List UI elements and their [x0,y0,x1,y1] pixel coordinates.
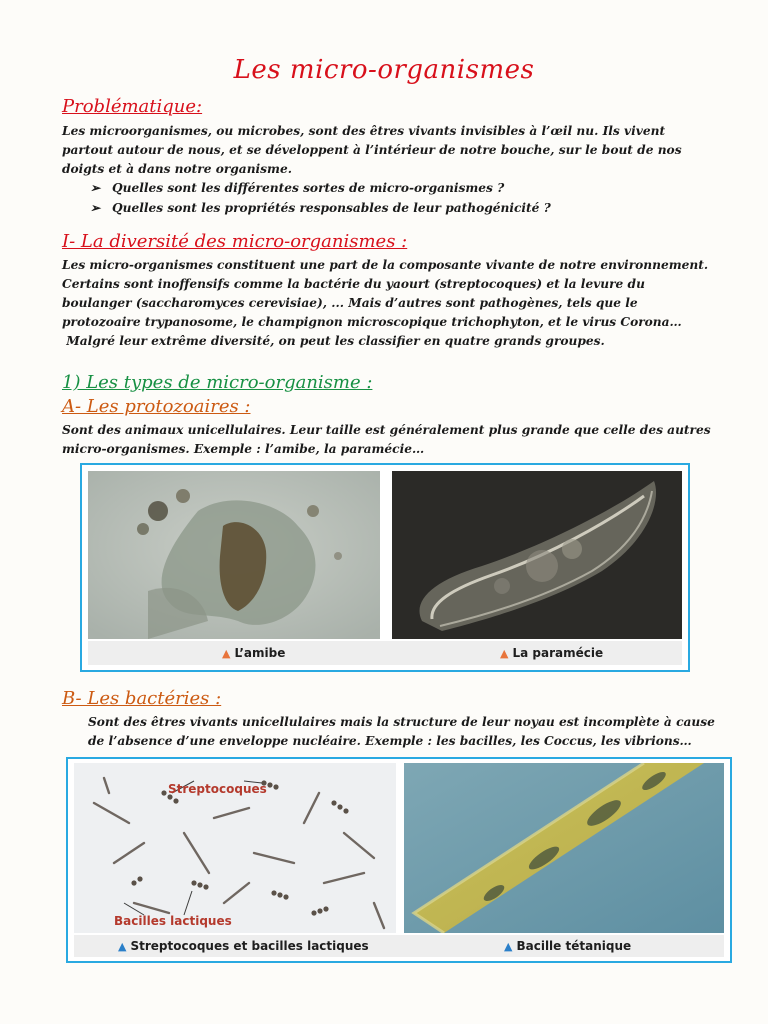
text-line: Les microorganismes, ou microbes, sont des êtres vivants invisibles à l’œil nu. Ils vivent [62,124,666,138]
protozoaires-heading: A- Les protozoaires : [62,396,251,417]
text-line: de l’absence d’une enveloppe nucléaire. Exemple : les bacilles, les Coccus, les vibrions… [88,734,692,748]
bacilles-lactiques-label: Bacilles lactiques [114,914,232,928]
question-item [90,199,551,218]
question-item [90,179,504,198]
page-title: Les micro-organismes [233,55,535,85]
streptococci-caption [118,939,369,953]
text-line: doigts et à dans notre organisme. [62,162,292,176]
text-line: Malgré leur extrême diversité, on peut les classifier en quatre grands groupes. [62,334,605,348]
bacille-tetanique-image [404,763,724,933]
amoeba-caption [222,646,285,660]
text-line: Les micro-organismes constituent une part de la composante vivante de notre environnement. [62,258,709,272]
caption-text: La paramécie [512,646,604,660]
text-line: Sont des êtres vivants unicellulaires mais la structure de leur noyau est incomplète à cause [88,715,715,729]
bacteries-text [88,713,728,751]
section1-text [62,256,712,351]
bacteria-figure [66,757,732,963]
triangle-icon: ▲ [222,647,231,660]
caption-text: Bacille tétanique [516,939,632,953]
triangle-icon: ▲ [500,647,509,660]
bullet-arrow-icon: ➢ [90,181,101,195]
text-line: protozoaire trypanosome, le champignon microscopique trichophyton, et le virus Corona… [62,315,682,329]
amoeba-image [88,471,380,639]
paramecium-caption [500,646,603,660]
section-heading: I- La diversité des micro-organismes : [62,231,408,252]
text-line: boulanger (saccharomyces cerevisiae), ... Mais d’autres sont pathogènes, tels que le [62,296,638,310]
problematique-text [62,122,712,179]
streptocoques-label: Streptocoques [168,782,267,796]
protozoaires-text [62,421,712,459]
bullet-arrow-icon: ➢ [90,201,101,215]
text-line: Sont des animaux unicellulaires. Leur taille est généralement plus grande que celle des autres [62,423,711,437]
tetanique-caption [504,939,631,953]
problematique-heading: Problématique: [62,96,203,117]
text-line: partout autour de nous, et se développent à l’intérieur de notre bouche, sur le bout de nos [62,143,682,157]
text-line: micro-organismes. Exemple : l’amibe, la paramécie… [62,442,425,456]
protozoa-figure [80,463,690,672]
triangle-icon: ▲ [118,940,127,953]
question-text: Quelles sont les propriétés responsables de leur pathogénicité ? [112,201,551,215]
triangle-icon: ▲ [504,940,513,953]
bacteries-heading: B- Les bactéries : [62,688,222,709]
paramecium-image [392,471,682,639]
text-line: Certains sont inoffensifs comme la bactérie du yaourt (streptocoques) et la levure du [62,277,645,291]
question-text: Quelles sont les différentes sortes de micro-organismes ? [112,181,505,195]
caption-text: Streptocoques et bacilles lactiques [130,939,369,953]
caption-text: L’amibe [234,646,286,660]
types-heading: 1) Les types de micro-organisme : [62,372,373,393]
